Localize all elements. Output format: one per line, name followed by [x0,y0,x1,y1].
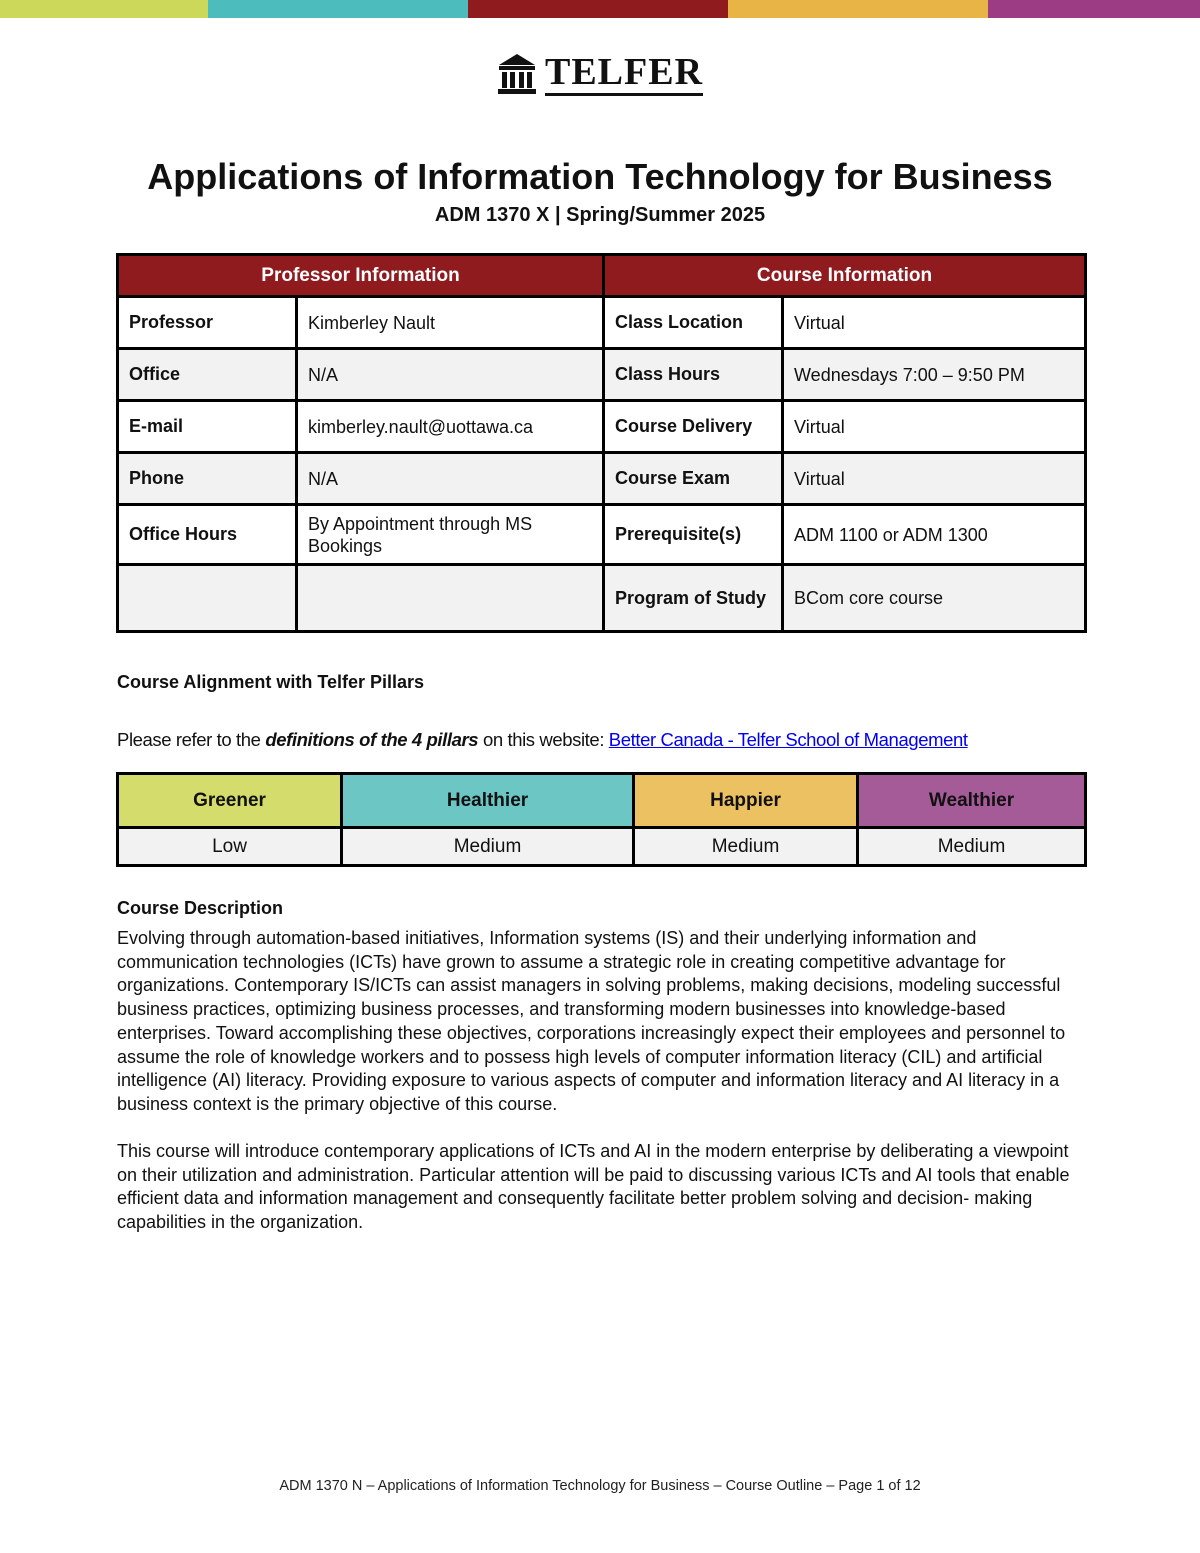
building-columns-icon [497,52,537,96]
class-location-value: Virtual [783,297,1086,349]
program-of-study-value: BCom core course [783,565,1086,632]
office-label: Office [118,349,297,401]
professor-value: Kimberley Nault [297,297,604,349]
pillars-table [116,772,1087,867]
pillars-header-row [118,774,1086,828]
color-stripe-yellow [728,0,988,18]
info-table [116,253,1087,633]
pillar-greener-header: Greener [118,774,342,828]
pillar-greener-value: Low [118,828,342,866]
better-canada-link[interactable]: Better Canada - Telfer School of Management [608,729,968,750]
phone-value: N/A [297,453,604,505]
course-info-header: Course Information [604,255,1086,297]
page-subtitle: ADM 1370 X | Spring/Summer 2025 [434,204,766,226]
empty-value-cell [297,565,604,632]
class-hours-value: Wednesdays 7:00 – 9:50 PM [783,349,1086,401]
pillar-wealthier-header: Wealthier [858,774,1086,828]
office-hours-value: By Appointment through MS Bookings [297,505,604,565]
page-title: Applications of Information Technology for Business [147,156,1053,197]
course-description-heading: Course Description [117,898,284,918]
course-delivery-value: Virtual [783,401,1086,453]
pillars-value-row [118,828,1086,866]
info-row-email [118,401,1086,453]
course-exam-value: Virtual [783,453,1086,505]
class-hours-label: Class Hours [604,349,783,401]
pillar-happier-header: Happier [634,774,858,828]
info-row-office [118,349,1086,401]
program-of-study-label: Program of Study [604,565,783,632]
office-hours-label: Office Hours [118,505,297,565]
info-row-office-hours [118,505,1086,565]
info-header-row [118,255,1086,297]
empty-label-cell [118,565,297,632]
color-stripe-bar [0,0,1200,18]
course-description-paragraph-2: This course will introduce contemporary applications of ICTs and AI in the modern enterprise by deliberating a viewpoint on their utilization and administration. Particular attention will be paid to discussing various ICTs and AI tools that enable efficient data and information management and consequently facilitate better problem solving and decision- making capabilities in the organization. [117,1141,1070,1233]
professor-info-header: Professor Information [118,255,604,297]
pillars-reference-text [117,729,968,751]
refer-middle: on this website: [478,729,609,750]
phone-label: Phone [118,453,297,505]
color-stripe-red [468,0,728,18]
prerequisites-value: ADM 1100 or ADM 1300 [783,505,1086,565]
info-row-phone [118,453,1086,505]
office-value: N/A [297,349,604,401]
course-delivery-label: Course Delivery [604,401,783,453]
class-location-label: Class Location [604,297,783,349]
email-label: E-mail [118,401,297,453]
telfer-logo [0,52,1200,96]
color-stripe-purple [988,0,1200,18]
info-row-professor [118,297,1086,349]
professor-label: Professor [118,297,297,349]
pillar-healthier-header: Healthier [342,774,634,828]
pillar-happier-value: Medium [634,828,858,866]
pillars-heading: Course Alignment with Telfer Pillars [117,672,425,692]
logo-text: TELFER [545,52,703,96]
email-value: kimberley.nault@uottawa.ca [297,401,604,453]
refer-prefix: Please refer to the [117,729,266,750]
course-description-paragraph-1: Evolving through automation-based initiatives, Information systems (IS) and their underlying information and communication technologies (ICTs) have grown to assume a strategic role in creating competitive advantage for organizations. Contemporary IS/ICTs can assist managers in solving problems, making decisions, modeling successful business practices, optimizing business processes, and transforming modern businesses into knowledge-based enterprises. Toward accomplishing these objectives, corporations increasingly expect their employees and personnel to assume the role of knowledge workers and to possess high levels of computer information literacy (CIL) and artificial intelligence (AI) literacy. Providing exposure to various aspects of computer and information literacy and AI literacy in a business context is the primary objective of this course. [117,928,1066,1114]
info-row-program [118,565,1086,632]
course-exam-label: Course Exam [604,453,783,505]
color-stripe-teal [208,0,468,18]
color-stripe-green [0,0,208,18]
prerequisites-label: Prerequisite(s) [604,505,783,565]
pillar-healthier-value: Medium [342,828,634,866]
refer-emphasis: definitions of the 4 pillars [265,729,479,750]
page-footer: ADM 1370 N – Applications of Information Technology for Business – Course Outline – Page 1 of 12 [279,1478,921,1494]
pillar-wealthier-value: Medium [858,828,1086,866]
